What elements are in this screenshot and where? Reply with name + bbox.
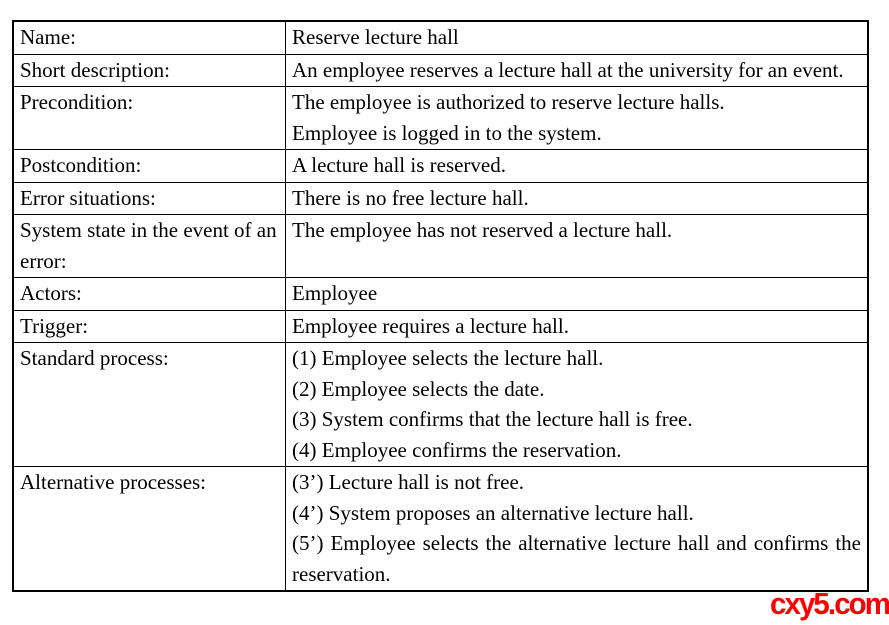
row-label: Trigger: xyxy=(13,310,286,343)
row-label: Short description: xyxy=(13,54,286,87)
value-line: A lecture hall is reserved. xyxy=(292,153,506,177)
row-label: System state in the event of an error: xyxy=(13,215,286,278)
row-label: Precondition: xyxy=(13,87,286,150)
row-label: Alternative processes: xyxy=(13,467,286,592)
table-row xyxy=(13,150,868,183)
value-line: Employee requires a lecture hall. xyxy=(292,313,569,338)
row-value xyxy=(286,21,869,54)
row-label: Name: xyxy=(13,21,286,54)
watermark-cxy5: cxy5.com xyxy=(770,586,889,621)
row-value xyxy=(286,150,869,183)
value-line: Employee is logged in to the system. xyxy=(292,120,602,145)
value-line: (5’) Employee selects the alternative lecture hall and confirms the reservation. xyxy=(292,531,861,586)
value-line: (4) Employee confirms the reservation. xyxy=(292,437,622,462)
row-value xyxy=(286,182,869,215)
row-value xyxy=(286,343,869,467)
value-line: (3’) Lecture hall is not free. xyxy=(292,470,525,494)
row-value xyxy=(286,215,869,278)
value-line: An employee reserves a lecture hall at the university for an event. xyxy=(292,57,844,82)
table-row xyxy=(13,87,868,150)
row-value xyxy=(286,54,869,87)
value-line: The employee has not reserved a lecture hall. xyxy=(292,218,673,242)
table-row xyxy=(13,182,868,215)
row-label: Actors: xyxy=(13,278,286,311)
row-label: Error situations: xyxy=(13,182,286,215)
row-value xyxy=(286,87,869,150)
value-line: (2) Employee selects the date. xyxy=(292,376,545,401)
value-line: (3) System confirms that the lecture hall is free. xyxy=(292,407,693,431)
table-row xyxy=(13,54,868,87)
row-label: Postcondition: xyxy=(13,150,286,183)
row-value xyxy=(286,467,869,592)
row-value xyxy=(286,310,869,343)
value-line: The employee is authorized to reserve lecture halls. xyxy=(292,90,725,114)
value-line xyxy=(292,246,861,277)
table-row xyxy=(13,343,868,467)
value-line: (1) Employee selects the lecture hall. xyxy=(292,346,604,370)
use-case-table xyxy=(12,20,869,592)
table-row xyxy=(13,21,868,54)
value-line: Employee xyxy=(292,281,378,305)
value-line: There is no free lecture hall. xyxy=(292,185,529,210)
table-row xyxy=(13,467,868,592)
value-line: Reserve lecture hall xyxy=(292,25,459,49)
row-label: Standard process: xyxy=(13,343,286,467)
use-case-table-body xyxy=(13,21,868,591)
table-row xyxy=(13,215,868,278)
table-row xyxy=(13,310,868,343)
table-row xyxy=(13,278,868,311)
row-value xyxy=(286,278,869,311)
value-line: (4’) System proposes an alternative lecture hall. xyxy=(292,500,694,525)
